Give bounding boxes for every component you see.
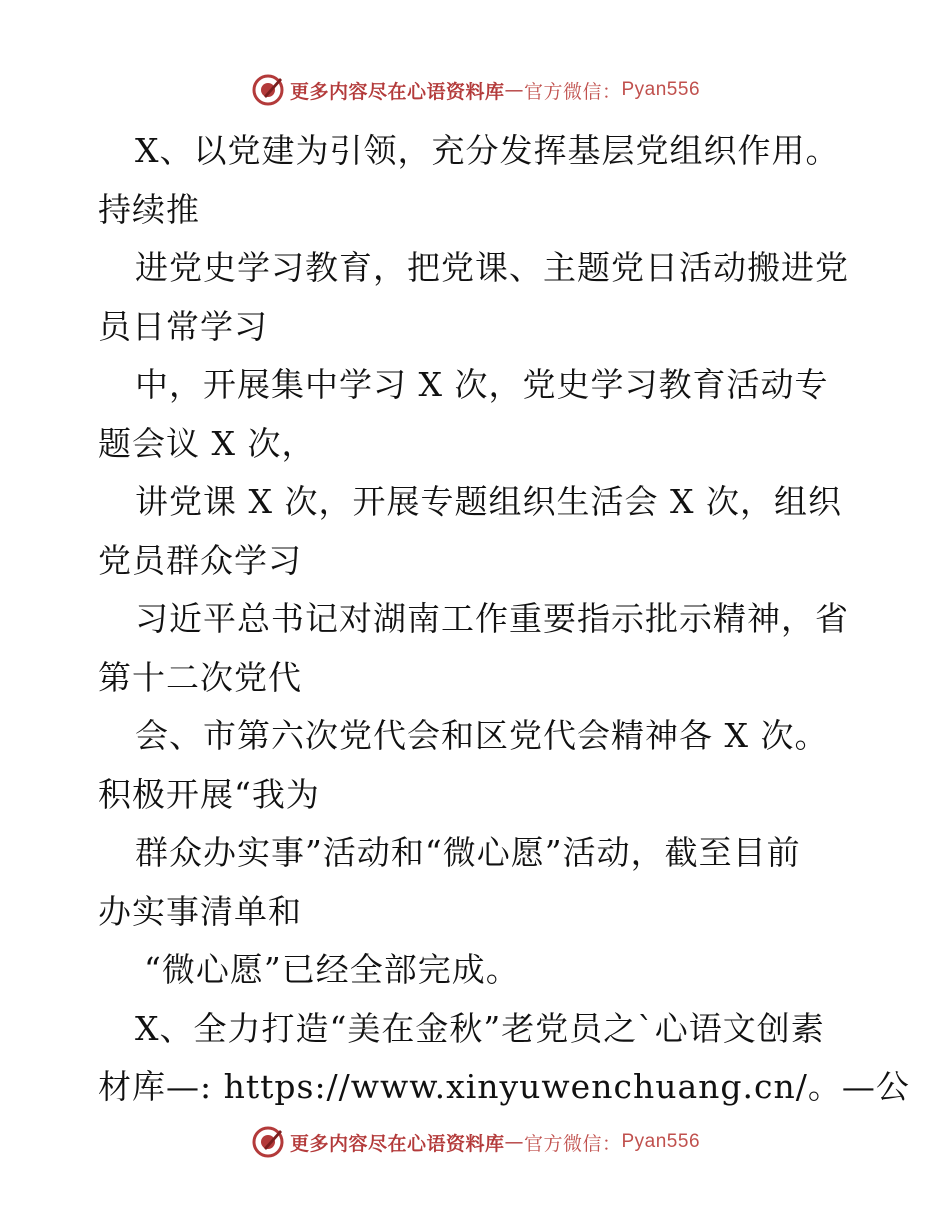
body-line: 党员群众学习 [98,540,302,580]
banner-wechat-label: 官方微信： [523,80,622,103]
body-line: 讲党课 X 次，开展专题组织生活会 X 次，组织 [135,482,842,521]
banner-separator: — [504,79,524,101]
body-line: 中，开展集中学习 X 次，党史学习教育活动专 [135,365,829,404]
body-line: 会、市第六次党代会和区党代会精神各 X 次。 [135,716,829,755]
banner-separator: — [504,1131,524,1153]
banner-brand-text: 更多内容尽在心语资料库 [289,1132,505,1155]
banner-wechat-id: Pyan556 [621,79,701,100]
body-line: 员日常学习 [98,306,268,346]
banner-wechat-id: Pyan556 [621,1131,701,1152]
pen-logo-icon [250,72,286,108]
body-line: 积极开展“我为 [98,774,320,814]
body-line: 习近平总书记对湖南工作重要指示批示精神，省 [135,599,849,638]
body-line: 进党史学习教育，把党课、主题党日活动搬进党 [135,248,849,287]
pen-logo-icon [250,1124,286,1160]
banner-wechat-label: 官方微信： [523,1132,622,1155]
body-line: 第十二次党代 [98,657,302,697]
document-body [98,122,910,1117]
body-line: “微心愿”已经全部完成。 [144,950,520,989]
body-line: X、以党建为引领，充分发挥基层党组织作用。 [135,131,840,170]
body-line: 题会议 X 次， [98,423,316,463]
body-line: 材库—: https://www.xinyuwenchuang.cn/。—公 [98,1067,910,1106]
footer-watermark-banner [0,1124,950,1160]
body-line: 持续推 [98,189,200,229]
banner-brand-text: 更多内容尽在心语资料库 [289,80,505,103]
body-line: 办实事清单和 [98,891,302,931]
body-line: 群众办实事”活动和“微心愿”活动，截至目前 [135,833,801,872]
body-line: X、全力打造“美在金秋”老党员之`心语文创素 [135,1008,825,1048]
header-watermark-banner [0,72,950,108]
